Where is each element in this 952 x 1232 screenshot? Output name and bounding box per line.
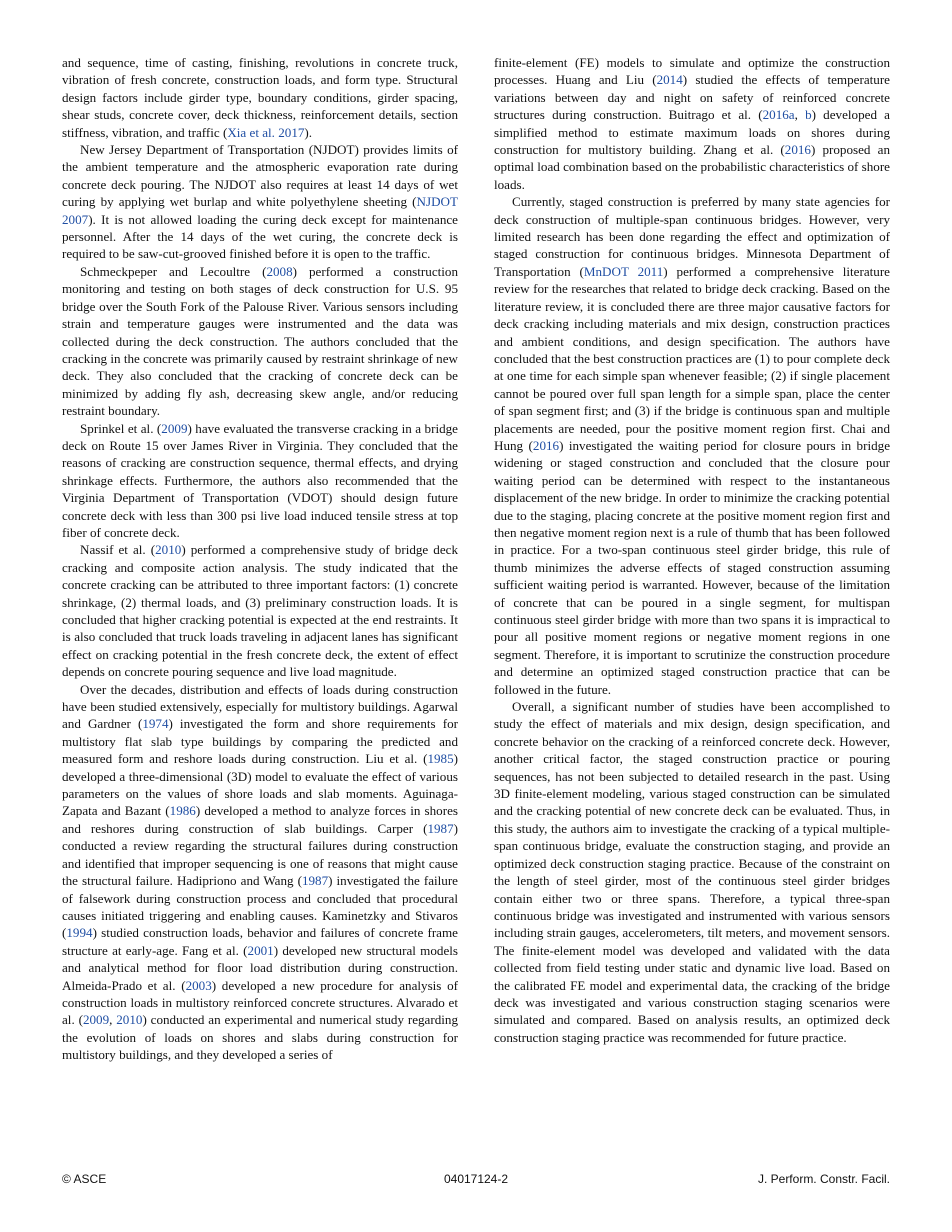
page-identifier: 04017124-2 (443, 1172, 509, 1186)
right-column (494, 54, 890, 1046)
citation-link[interactable]: 2003 (185, 977, 212, 993)
paragraph: finite-element (FE) models to simulate and optimize the construction processes. Huang and Liu (2014) studied the effects of temperature variations between day and night on safety of reinforced concrete structures during construction. Buitrago et al. (2016a, b) developed a simplified method to estimate maximum loads on shores during construction for multistory building. Zhang et al. (2016) proposed an optimal load combination based on the probabilistic characteristics of shore loads. (494, 55, 890, 192)
citation-link[interactable]: 2010 (116, 1012, 143, 1028)
paragraph: Over the decades, distribution and effects of loads during construction have been studied extensively, especially for multistory buildings. Agarwal and Gardner (1974) investigated the form and shore requirements for multistory flat slab type buildings by comparing the predicted and measured form and reshore loads during construction. Liu et al. (1985) developed a three-dimensional (3D) model to evaluate the effect of various parameters on the values of shore loads and slab moments. Aguinaga-Zapata and Bazant (1986) developed a method to analyze forces in shores and reshores during construction of slab buildings. Carper (1987) conducted a review regarding the structural failures during construction and identified that improper sequencing is one of reasons that might cause the structural failure. Hadipriono and Wang (1987) investigated the failure of falsework during construction process and concluded that procedural causes initiated triggering and enabling causes. Kaminetzky and Stivaros (1994) studied construction loads, behavior and failures of concrete frame structure at early-age. Fang et al. (2001) developed new structural models and analytical method for floor load distribution during construction. Almeida-Prado et al. (2003) developed a new procedure for analysis of construction loads in multistory reinforced concrete structures. Alvarado et al. (2009, 2010) conducted an experimental and numerical study regarding the evolution of loads on shores and slabs during construction for multistory buildings, and they developed a series of (62, 681, 459, 1063)
page-footer (62, 1172, 890, 1190)
citation-link[interactable]: 1986 (169, 803, 196, 819)
citation-link[interactable]: b (805, 107, 812, 123)
citation-link[interactable]: 2016 (532, 437, 560, 453)
copyright-notice: © ASCE (62, 1172, 107, 1186)
paragraph: New Jersey Department of Transportation (NJDOT) provides limits of the ambient temperature and the atmospheric evaporation rate during concrete deck pouring. The NJDOT also requires at least 14 days of wet curing by applying wet burlap and white polyethylene sheeting (NJDOT 2007). It is not allowed loading the curing deck except for maintenance personnel. After the 14 days of the wet curing, the concrete deck is required to be saw-cut-grooved finished before it is open to the traffic. (62, 142, 458, 262)
citation-link[interactable]: 1985 (427, 751, 454, 767)
citation-link[interactable]: 1994 (66, 925, 93, 941)
paragraph: Schmeckpeper and Lecoultre (2008) performed a construction monitoring and testing on both stages of deck construction for U.S. 95 bridge over the South Fork of the Palouse River. Various sensors including strain and temperature gauges were instrumented and the data was collected during the deck construction. The authors concluded that the cracking in the concrete was primarily caused by restraint shrinkage of new deck. They also concluded that the cracking of concrete deck can be minimized by adding fly ash, decreasing skew angle, and/or reducing restraint boundary. (62, 263, 459, 419)
citation-link[interactable]: 2008 (266, 263, 293, 279)
journal-name: J. Perform. Constr. Facil. (757, 1172, 890, 1186)
paragraph: Nassif et al. (2010) performed a comprehensive study of bridge deck cracking and composite action analysis. The study indicated that the concrete cracking can be attributed to three important factors: (1) concrete shrinkage, (2) thermal loads, and (3) preliminary construction loads. It is concluded that higher cracking potential is expected at the end restraints. It is also concluded that truck loads traveling in adjacent lanes has significant effect on cracking potential in the fresh concrete deck, the extent of effect depends on concrete pouring sequence and live load magnitude. (62, 542, 459, 680)
paragraph: and sequence, time of casting, finishing, revolutions in concrete truck, vibration of fresh concrete, construction loads, and form type. Structural design factors include girder type, boundary conditions, girder spacing, shear studs, concrete cover, deck thickness, reinforcement details, section stiffness, vibration, and traffic (Xia et al. 2017). (62, 55, 458, 140)
paragraph: Overall, a significant number of studies have been accomplished to study the effect of materials and mix design, design specification, and concrete behavior on the cracking of a reinforced concrete deck. However, another critical factor, the staged construction practice or pouring sequences, has not been subjected to detailed research in the past. Using 3D finite-element modeling, various staged construction can be simulated and the cracking potential of new concrete deck can be evaluated. Thus, in this study, the authors aim to investigate the cracking of a typical multiple-span continuous bridge, evaluate the construction staging, and provide an optimized deck construction staging practice. Because of the constraint on the length of steel girder, most of the continuous steel girder bridges contain either two or three spans. Therefore, a typical three-span continuous bridge was investigated and instrumented with various sensors including strain gauges, accelerometers, tilt meters, and movement sensors. The finite-element model was developed and validated with the data collected from field testing under static and dynamic live load. Based on the calibrated FE model and experimental data, the cracking of the bridge deck was investigated and various construction staging scenarios were simulated and compared. Based on analysis results, an optimized deck construction staging practice was recommended for future practice. (494, 699, 890, 1045)
citation-link[interactable]: NJDOT 2007 (62, 194, 458, 227)
citation-link[interactable]: 2014 (656, 72, 683, 88)
citation-link[interactable]: 2010 (155, 542, 182, 558)
citation-link[interactable]: 1974 (142, 716, 169, 732)
paragraph: Sprinkel et al. (2009) have evaluated the transverse cracking in a bridge deck on Route 15 over James River in Virginia. They concluded that the reasons of cracking are construction sequence, thermal effects, and drying shrinkage effects. Furthermore, the authors also recommended that the Virginia Department of Transportation (VDOT) should design future concrete deck with less than 300 psi live load induced tensile stress at top fiber of concrete deck. (62, 420, 458, 540)
citation-link[interactable]: 2009 (82, 1012, 110, 1028)
citation-link[interactable]: 2016 (784, 142, 811, 158)
left-column (62, 54, 458, 1064)
citation-link[interactable]: 1987 (427, 820, 454, 836)
citation-link[interactable]: 1987 (301, 873, 329, 889)
citation-link[interactable]: 2001 (247, 942, 274, 958)
paragraph: Currently, staged construction is preferred by many state agencies for deck construction of multiple-span continuous bridges. However, very limited research has been done regarding the effect and optimization of staged construction for continuous bridges. Minnesota Department of Transportation (MnDOT 2011) performed a comprehensive literature review for the researches that related to bridge deck cracking. Based on the literature review, it is concluded there are three major causative factors for deck cracking including materials and mix design, construction practices and ambient conditions, and design specification. The authors have concluded that the best construction practices are (1) to pour complete deck at one time for each simple span whenever feasible; (2) if single placement cannot be poured over full span length for a simple span, place the center of span segment first; and (3) if the bridge is continuous span and multiple placements are needed, pour the positive moment region first. Chai and Hung (2016) investigated the waiting period for closure pours in bridge widening or staged construction and concluded that the closure pour waiting period can be determined with respect to the instantaneous displacement of the new bridge. In order to minimize the cracking potential due to the staging, placing concrete at the positive moment region first and then negative moment region next is a rule of thumb that has been followed in practice. For a two-span continuous steel girder bridge, this rule of thumb minimizes the adverse effects of staged construction assuming sufficient waiting period is warranted. However, because of the limitation of concrete that can be poured in a single segment, for multispan continuous steel girder bridge with more than two spans it is impractical to pour all positive moment regions or negative moment regions in one segment. Therefore, it is important to scrutinize the construction procedure and determine an optimized staged construction practice that can be followed in the future. (494, 194, 891, 697)
citation-link[interactable]: MnDOT 2011 (583, 263, 664, 279)
citation-link[interactable]: Xia et al. 2017 (227, 124, 305, 140)
citation-link[interactable]: 2009 (161, 420, 188, 436)
citation-link[interactable]: 2016a (762, 107, 795, 123)
